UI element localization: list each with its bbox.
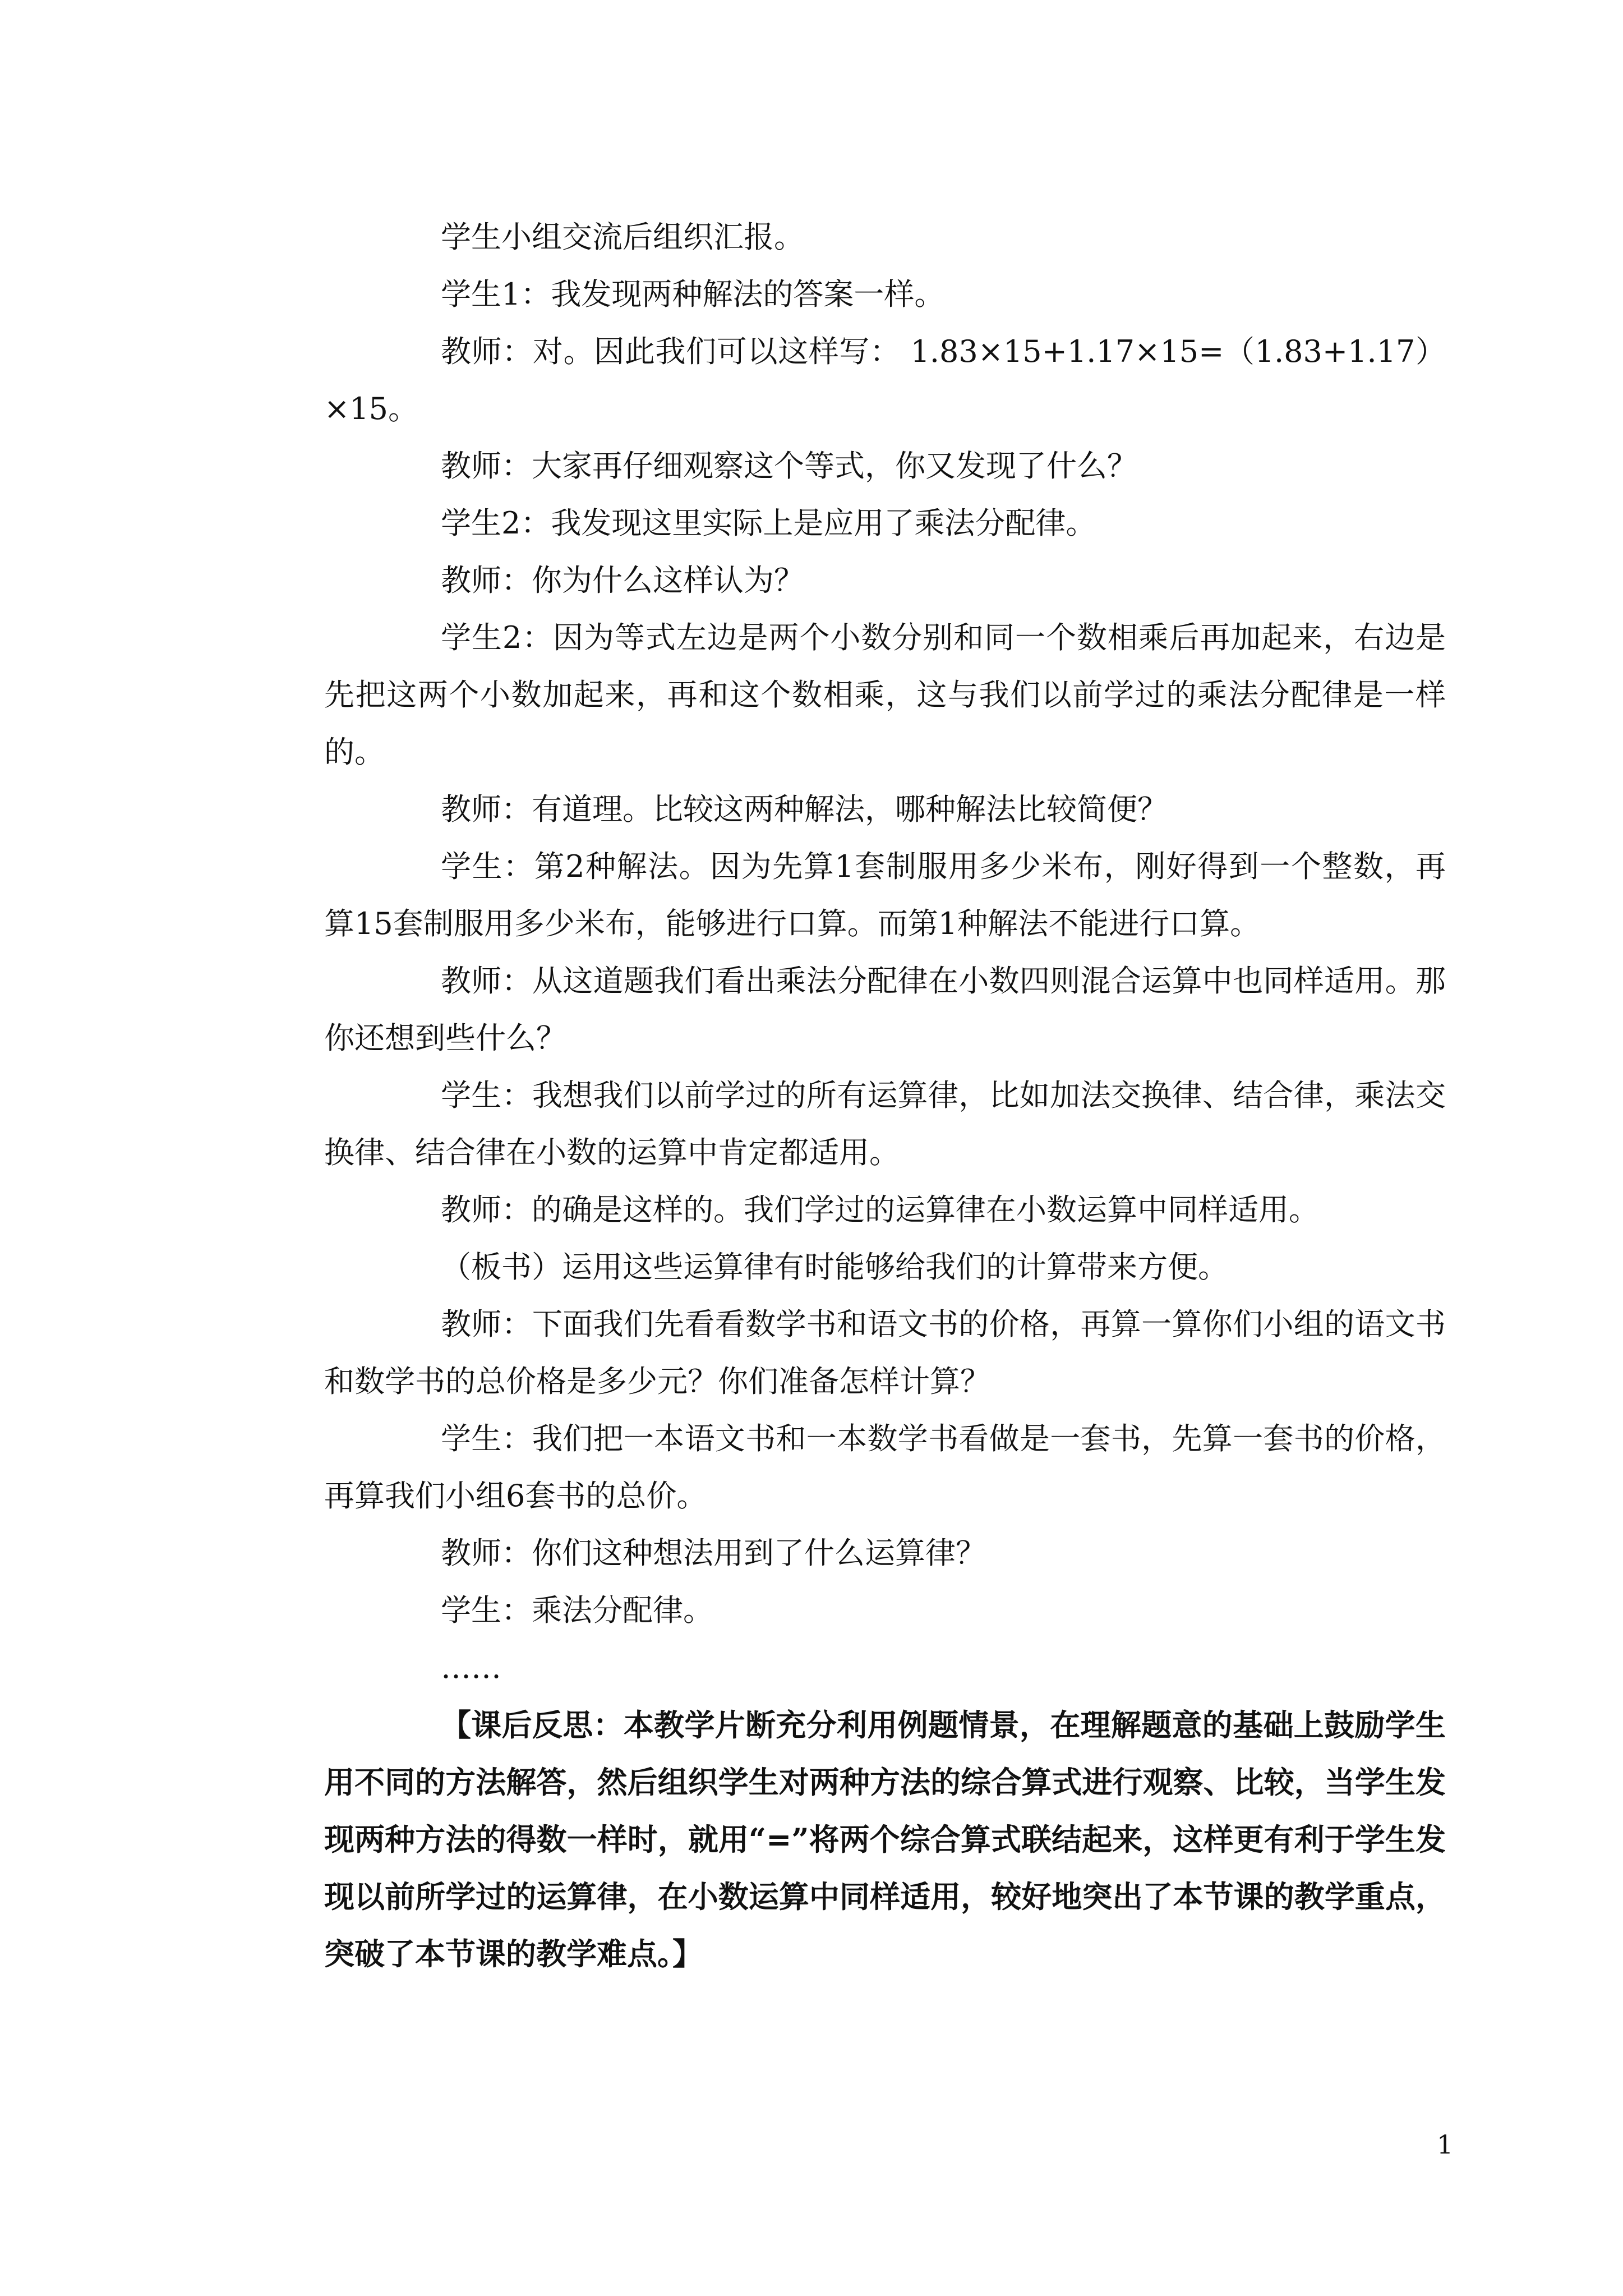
paragraph: 教师：下面我们先看看数学书和语文书的价格，再算一算你们小组的语文书和数学书的总价格是多少元？你们准备怎样计算？ (324, 1306, 1446, 1399)
reflection-paragraph: 【课后反思：本教学片断充分利用例题情景，在理解题意的基础上鼓励学生用不同的方法解答，然后组织学生对两种方法的综合算式进行观察、比较，当学生发现两种方法的得数一样时，就用“=”将两个综合算式联结起来，这样更有利于学生发现以前所学过的运算律，在小数运算中同样适用，较好地突出了本节课的教学重点，突破了本节课的教学难点。】 (324, 1707, 1446, 1972)
paragraph: 学生：第2种解法。因为先算1套制服用多少米布，刚好得到一个整数，再算15套制服用多少米布，能够进行口算。而第1种解法不能进行口算。 (324, 849, 1446, 941)
paragraph: 学生2：我发现这里实际上是应用了乘法分配律。 (441, 505, 1096, 541)
paragraph: 学生1：我发现两种解法的答案一样。 (441, 277, 945, 312)
paragraph: 学生小组交流后组织汇报。 (441, 219, 804, 255)
paragraph: （板书）运用这些运算律有时能够给我们的计算带来方便。 (441, 1249, 1228, 1285)
paragraph: 教师：你们这种想法用到了什么运算律？ (441, 1535, 986, 1571)
paragraph: 教师：的确是这样的。我们学过的运算律在小数运算中同样适用。 (441, 1192, 1319, 1227)
paragraph: 教师：大家再仔细观察这个等式，你又发现了什么？ (441, 448, 1137, 484)
paragraph: 学生：我们把一本语文书和一本数学书看做是一套书，先算一套书的价格，再算我们小组6套书的总价。 (324, 1421, 1446, 1513)
paragraph: 教师：你为什么这样认为？ (441, 563, 804, 598)
paragraph: 教师：从这道题我们看出乘法分配律在小数四则混合运算中也同样适用。那你还想到些什么？ (324, 963, 1446, 1056)
paragraph: 教师：对。因此我们可以这样写： 1.83×15+1.17×15=（1.83+1.17）×15。 (324, 334, 1446, 426)
ellipsis-paragraph: …… (441, 1650, 501, 1685)
paragraph: 教师：有道理。比较这两种解法，哪种解法比较简便？ (441, 792, 1168, 827)
document-body (324, 209, 1446, 1982)
page-number: 1 (1437, 2129, 1454, 2160)
paragraph: 学生：我想我们以前学过的所有运算律，比如加法交换律、结合律，乘法交换律、结合律在小数的运算中肯定都适用。 (324, 1078, 1446, 1170)
paragraph: 学生2：因为等式左边是两个小数分别和同一个数相乘后再加起来，右边是先把这两个小数加起来，再和这个数相乘，这与我们以前学过的乘法分配律是一样的。 (324, 620, 1446, 770)
paragraph: 学生：乘法分配律。 (441, 1593, 713, 1628)
